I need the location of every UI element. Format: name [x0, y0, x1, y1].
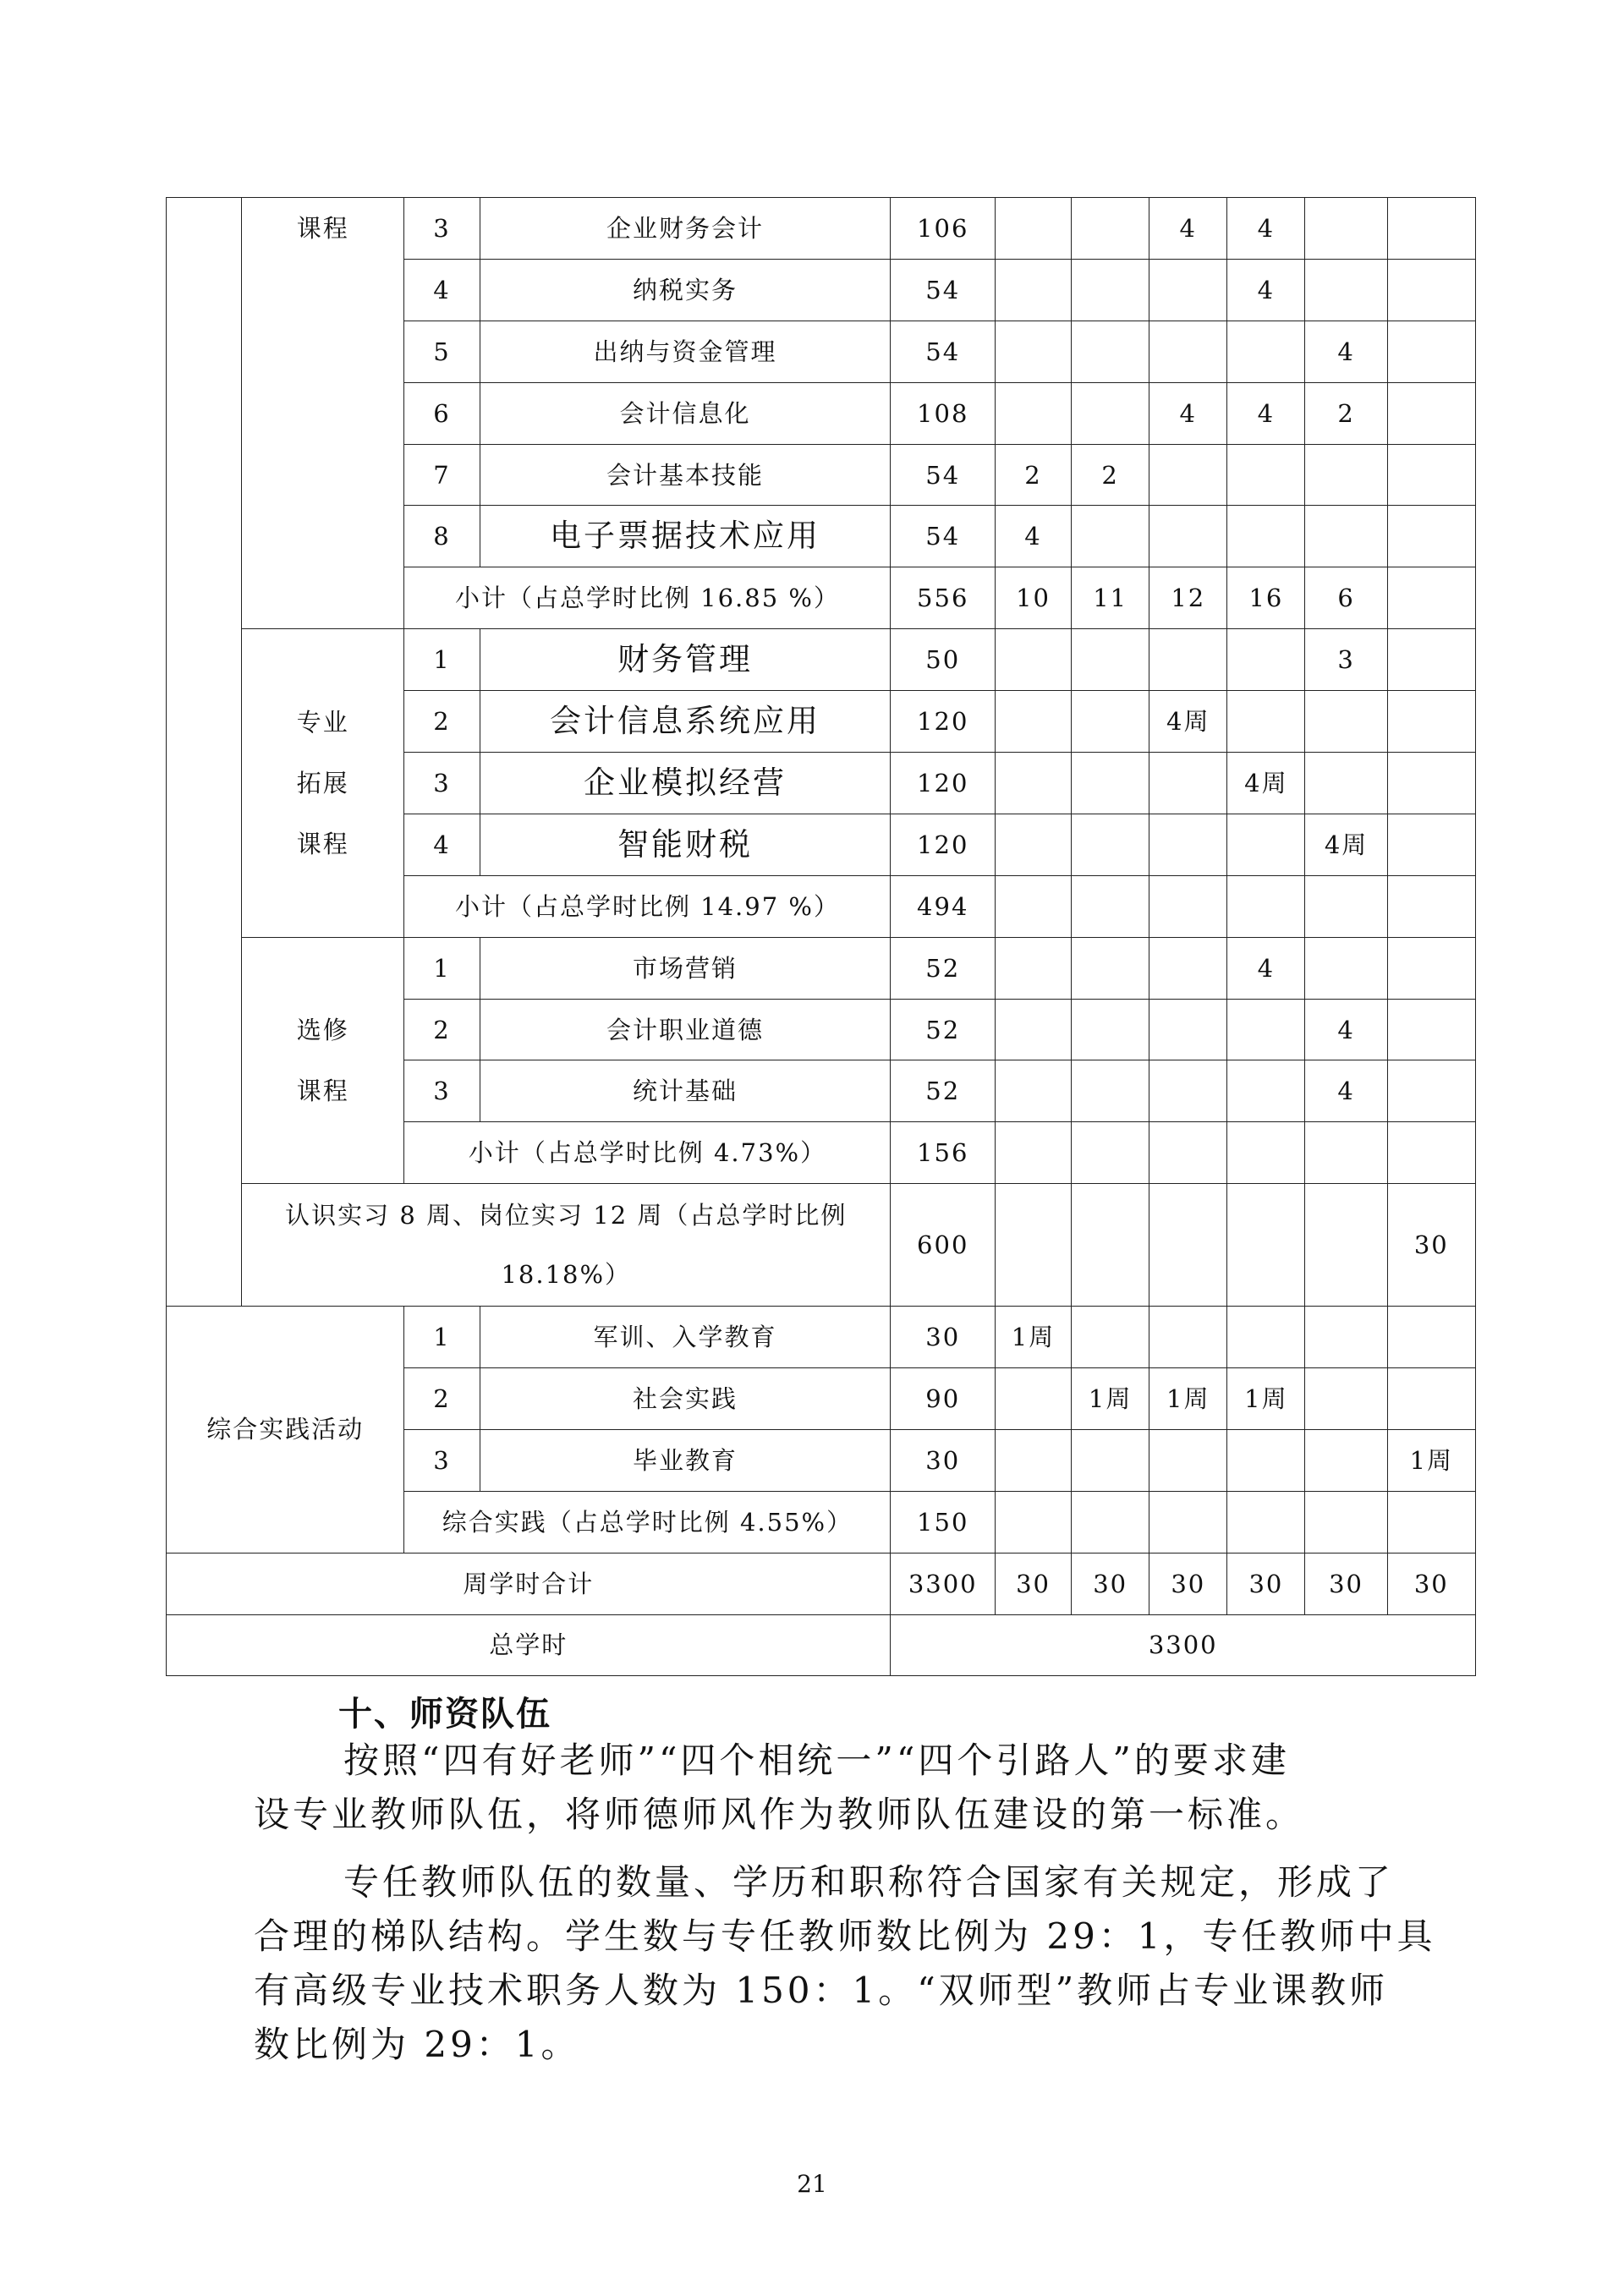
course-no: 3 [404, 198, 480, 260]
sem-4: 4 [1227, 382, 1305, 444]
sem-1 [995, 321, 1071, 382]
course-no: 4 [404, 814, 480, 875]
sem-4 [1227, 1307, 1305, 1368]
sem-4: 4 [1227, 198, 1305, 260]
sem-5 [1305, 691, 1387, 753]
course-hours: 600 [891, 1184, 996, 1307]
sem-1: 4 [995, 506, 1071, 567]
sem-4 [1227, 875, 1305, 937]
sem-5: 30 [1305, 1553, 1387, 1614]
course-name: 军训、入学教育 [480, 1307, 891, 1368]
subtotal-label: 小计（占总学时比例 16.85 %） [404, 567, 891, 629]
sem-4 [1227, 814, 1305, 875]
sem-1: 1周 [995, 1307, 1071, 1368]
sem-6 [1387, 259, 1475, 321]
sem-3 [1149, 1429, 1227, 1491]
subtotal-label: 综合实践（占总学时比例 4.55%） [404, 1491, 891, 1553]
sem-5 [1305, 875, 1387, 937]
sem-1 [995, 629, 1071, 691]
sem-5 [1305, 753, 1387, 814]
total-hours-value: 3300 [891, 1614, 1476, 1676]
course-hours: 108 [891, 382, 996, 444]
course-no: 3 [404, 753, 480, 814]
sem-1 [995, 753, 1071, 814]
course-name: 市场营销 [480, 937, 891, 999]
course-hours: 106 [891, 198, 996, 260]
paragraph-line: 数比例为 29：1。 [254, 2024, 580, 2065]
course-no: 4 [404, 259, 480, 321]
outer-category-cell [167, 198, 242, 1307]
course-name: 纳税实务 [480, 259, 891, 321]
page-number: 21 [797, 2170, 827, 2198]
sem-1 [995, 814, 1071, 875]
course-name: 会计信息系统应用 [480, 691, 891, 753]
paragraph-line: 专任教师队伍的数量、学历和职称符合国家有关规定，形成了 [343, 1861, 1395, 1903]
course-no: 8 [404, 506, 480, 567]
sem-6: 30 [1387, 1184, 1475, 1307]
sem-1 [995, 259, 1071, 321]
course-no: 3 [404, 1060, 480, 1122]
course-name: 毕业教育 [480, 1429, 891, 1491]
course-hours: 54 [891, 444, 996, 506]
sem-1 [995, 999, 1071, 1060]
category-elective: 选修课程 [242, 937, 404, 1184]
course-hours: 150 [891, 1491, 996, 1553]
sem-6 [1387, 753, 1475, 814]
sem-3: 4周 [1149, 691, 1227, 753]
course-no: 2 [404, 1367, 480, 1429]
sem-3: 1周 [1149, 1367, 1227, 1429]
sem-5 [1305, 198, 1387, 260]
sem-1 [995, 875, 1071, 937]
course-hours: 90 [891, 1367, 996, 1429]
sem-1 [995, 382, 1071, 444]
sem-6 [1387, 937, 1475, 999]
course-hours: 3300 [891, 1553, 996, 1614]
sem-3 [1149, 937, 1227, 999]
sem-1 [995, 937, 1071, 999]
sem-3: 30 [1149, 1553, 1227, 1614]
sem-2 [1072, 629, 1149, 691]
sem-2 [1072, 691, 1149, 753]
sem-5 [1305, 444, 1387, 506]
sem-6 [1387, 506, 1475, 567]
sem-2 [1072, 999, 1149, 1060]
table-row [167, 937, 1476, 999]
sem-3 [1149, 753, 1227, 814]
course-name: 电子票据技术应用 [480, 506, 891, 567]
sem-3 [1149, 875, 1227, 937]
sem-5: 4 [1305, 321, 1387, 382]
course-name: 财务管理 [480, 629, 891, 691]
sem-3 [1149, 1060, 1227, 1122]
category-practice: 综合实践活动 [167, 1307, 404, 1553]
sem-6 [1387, 1307, 1475, 1368]
sem-2: 11 [1072, 567, 1149, 629]
sem-5: 4 [1305, 999, 1387, 1060]
sem-6 [1387, 444, 1475, 506]
sem-4: 1周 [1227, 1367, 1305, 1429]
sem-4 [1227, 321, 1305, 382]
course-name: 智能财税 [480, 814, 891, 875]
course-name: 会计基本技能 [480, 444, 891, 506]
sem-5 [1305, 1184, 1387, 1307]
sem-6 [1387, 1060, 1475, 1122]
sem-2 [1072, 1429, 1149, 1491]
course-name: 企业财务会计 [480, 198, 891, 260]
sem-5 [1305, 259, 1387, 321]
sem-6: 1周 [1387, 1429, 1475, 1491]
sem-3: 4 [1149, 198, 1227, 260]
sem-3 [1149, 444, 1227, 506]
sem-2 [1072, 1060, 1149, 1122]
sem-6 [1387, 629, 1475, 691]
sem-3 [1149, 814, 1227, 875]
sem-2: 30 [1072, 1553, 1149, 1614]
sem-5 [1305, 937, 1387, 999]
sem-5 [1305, 506, 1387, 567]
sem-5 [1305, 1122, 1387, 1184]
sem-6 [1387, 1367, 1475, 1429]
total-hours-row [167, 1614, 1476, 1676]
course-hours: 120 [891, 753, 996, 814]
weekly-total-row [167, 1553, 1476, 1614]
sem-6 [1387, 1122, 1475, 1184]
course-name: 出纳与资金管理 [480, 321, 891, 382]
course-name: 会计职业道德 [480, 999, 891, 1060]
sem-2 [1072, 814, 1149, 875]
sem-1: 30 [995, 1553, 1071, 1614]
course-no: 6 [404, 382, 480, 444]
course-hours: 54 [891, 506, 996, 567]
course-hours: 52 [891, 999, 996, 1060]
paragraph-line: 设专业教师队伍，将师德师风作为教师队伍建设的第一标准。 [254, 1794, 1305, 1835]
sem-6 [1387, 567, 1475, 629]
course-no: 7 [404, 444, 480, 506]
course-no: 2 [404, 999, 480, 1060]
course-hours: 54 [891, 259, 996, 321]
sem-4 [1227, 691, 1305, 753]
course-hours: 120 [891, 814, 996, 875]
course-no: 1 [404, 1307, 480, 1368]
sem-3 [1149, 999, 1227, 1060]
sem-6 [1387, 814, 1475, 875]
subtotal-label: 小计（占总学时比例 14.97 %） [404, 875, 891, 937]
paragraph-1 [254, 1734, 1404, 1842]
category-core: 课程 [242, 198, 404, 629]
sem-5 [1305, 1429, 1387, 1491]
sem-2 [1072, 1184, 1149, 1307]
sem-5: 6 [1305, 567, 1387, 629]
sem-4: 16 [1227, 567, 1305, 629]
sem-3 [1149, 629, 1227, 691]
sem-4 [1227, 1060, 1305, 1122]
weekly-total-label: 周学时合计 [167, 1553, 891, 1614]
sem-5: 4周 [1305, 814, 1387, 875]
sem-1 [995, 198, 1071, 260]
sem-1 [995, 1429, 1071, 1491]
sem-5: 3 [1305, 629, 1387, 691]
paragraph-line: 有高级专业技术职务人数为 150：1。“双师型”教师占专业课教师 [254, 1970, 1389, 2011]
sem-3 [1149, 1491, 1227, 1553]
table-row [167, 198, 1476, 260]
course-no: 2 [404, 691, 480, 753]
course-name: 统计基础 [480, 1060, 891, 1122]
sem-3: 12 [1149, 567, 1227, 629]
sem-3 [1149, 506, 1227, 567]
sem-4: 30 [1227, 1553, 1305, 1614]
total-hours-label: 总学时 [167, 1614, 891, 1676]
sem-1 [995, 1491, 1071, 1553]
course-no: 5 [404, 321, 480, 382]
category-ext: 专业拓展课程 [242, 629, 404, 937]
subtotal-label: 小计（占总学时比例 4.73%） [404, 1122, 891, 1184]
sem-2 [1072, 382, 1149, 444]
course-name: 社会实践 [480, 1367, 891, 1429]
sem-5: 4 [1305, 1060, 1387, 1122]
sem-4 [1227, 1122, 1305, 1184]
internship-label: 认识实习 8 周、岗位实习 12 周（占总学时比例 18.18%） [242, 1184, 891, 1307]
sem-6 [1387, 691, 1475, 753]
course-hours: 50 [891, 629, 996, 691]
sem-1 [995, 1122, 1071, 1184]
sem-3: 4 [1149, 382, 1227, 444]
sem-4 [1227, 1491, 1305, 1553]
course-name: 企业模拟经营 [480, 753, 891, 814]
sem-2: 1周 [1072, 1367, 1149, 1429]
course-hours: 494 [891, 875, 996, 937]
sem-6 [1387, 321, 1475, 382]
course-hours: 30 [891, 1307, 996, 1368]
sem-5: 2 [1305, 382, 1387, 444]
sem-1: 2 [995, 444, 1071, 506]
sem-1 [995, 691, 1071, 753]
table-row [167, 1307, 1476, 1368]
sem-3 [1149, 321, 1227, 382]
paragraph-line: 按照“四有好老师”“四个相统一”“四个引路人”的要求建 [343, 1740, 1290, 1781]
sem-6: 30 [1387, 1553, 1475, 1614]
sem-4 [1227, 1184, 1305, 1307]
sem-4: 4 [1227, 937, 1305, 999]
course-hours: 556 [891, 567, 996, 629]
paragraph-line: 合理的梯队结构。学生数与专任教师数比例为 29：1，专任教师中具 [254, 1915, 1436, 1957]
course-hours: 52 [891, 937, 996, 999]
sem-2 [1072, 506, 1149, 567]
course-hours: 156 [891, 1122, 996, 1184]
sem-6 [1387, 198, 1475, 260]
course-hours: 52 [891, 1060, 996, 1122]
course-hours: 54 [891, 321, 996, 382]
course-no: 1 [404, 629, 480, 691]
course-hours: 30 [891, 1429, 996, 1491]
sem-3 [1149, 1307, 1227, 1368]
table-row [167, 629, 1476, 691]
sem-3 [1149, 1184, 1227, 1307]
sem-2 [1072, 875, 1149, 937]
course-name: 会计信息化 [480, 382, 891, 444]
course-no: 3 [404, 1429, 480, 1491]
sem-2 [1072, 1122, 1149, 1184]
sem-2: 2 [1072, 444, 1149, 506]
sem-2 [1072, 259, 1149, 321]
sem-4: 4周 [1227, 753, 1305, 814]
sem-2 [1072, 1491, 1149, 1553]
section-heading: 十、师资队伍 [338, 1695, 551, 1734]
sem-4 [1227, 444, 1305, 506]
sem-1: 10 [995, 567, 1071, 629]
sem-2 [1072, 321, 1149, 382]
sem-3 [1149, 259, 1227, 321]
course-no: 1 [404, 937, 480, 999]
internship-row [167, 1184, 1476, 1307]
sem-4 [1227, 506, 1305, 567]
sem-6 [1387, 382, 1475, 444]
sem-6 [1387, 999, 1475, 1060]
sem-1 [995, 1060, 1071, 1122]
sem-4 [1227, 999, 1305, 1060]
sem-2 [1072, 937, 1149, 999]
sem-3 [1149, 1122, 1227, 1184]
sem-6 [1387, 1491, 1475, 1553]
course-hours: 120 [891, 691, 996, 753]
sem-5 [1305, 1491, 1387, 1553]
sem-1 [995, 1367, 1071, 1429]
sem-1 [995, 1184, 1071, 1307]
sem-5 [1305, 1367, 1387, 1429]
sem-4 [1227, 1429, 1305, 1491]
sem-4 [1227, 629, 1305, 691]
sem-4: 4 [1227, 259, 1305, 321]
paragraph-2 [254, 1855, 1436, 2072]
sem-2 [1072, 753, 1149, 814]
sem-2 [1072, 1307, 1149, 1368]
sem-6 [1387, 875, 1475, 937]
sem-5 [1305, 1307, 1387, 1368]
sem-2 [1072, 198, 1149, 260]
curriculum-table [166, 197, 1476, 1676]
